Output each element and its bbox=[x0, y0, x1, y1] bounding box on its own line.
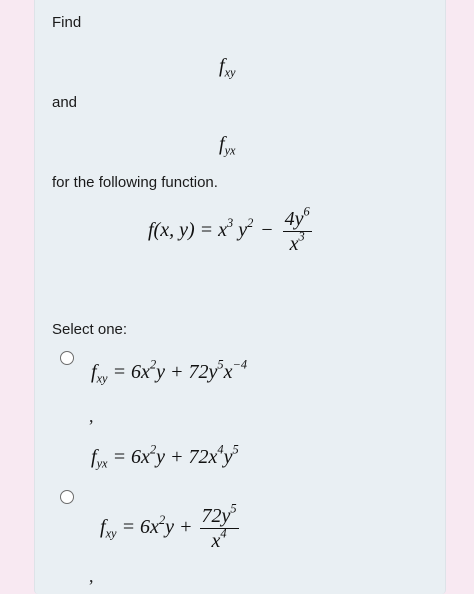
option-b-numerator-exp: 5 bbox=[230, 501, 237, 516]
option-a-exp3: −4 bbox=[232, 357, 248, 372]
and-label: and bbox=[52, 94, 78, 111]
option-a-rhs: = 6x bbox=[112, 361, 150, 383]
function-lhs: f(x, y) = x bbox=[148, 219, 228, 242]
option-b-lhs-sub: xy bbox=[105, 526, 117, 541]
option-a-radio[interactable] bbox=[60, 351, 74, 365]
function-exp2: 2 bbox=[247, 215, 254, 230]
option-b-term1: y + bbox=[165, 516, 193, 539]
option-a-line2-lhs: f bbox=[91, 446, 97, 468]
option-a-line2-exp2: 4 bbox=[217, 442, 224, 457]
option-b-rhs: = 6x bbox=[121, 516, 159, 539]
function-label: for the following function. bbox=[52, 174, 218, 191]
function-fraction bbox=[283, 204, 312, 255]
fxy-expression bbox=[219, 55, 236, 78]
select-label: Select one: bbox=[52, 321, 128, 338]
option-a-exp2: 5 bbox=[217, 357, 224, 372]
option-a-exp1: 2 bbox=[149, 357, 157, 372]
option-b-denominator-exp: 4 bbox=[220, 526, 227, 541]
option-b-lhs: f bbox=[100, 516, 106, 539]
option-b-denominator: x bbox=[211, 530, 221, 552]
option-a-lhs: f bbox=[91, 361, 97, 383]
option-a-line2-rhs: = 6x bbox=[112, 446, 150, 468]
fyx-subscript: yx bbox=[224, 143, 236, 158]
option-a-line2-term2: y bbox=[223, 446, 233, 468]
function-minus: − bbox=[261, 219, 273, 242]
function-expression bbox=[148, 204, 314, 255]
option-a-term2: x bbox=[223, 361, 233, 383]
option-b-numerator: 72y bbox=[201, 505, 231, 527]
option-a-term1: y + 72y bbox=[156, 361, 218, 383]
fyx-base: f bbox=[219, 133, 225, 155]
fraction-numerator-exp: 6 bbox=[303, 204, 310, 219]
function-y: y bbox=[238, 219, 248, 242]
fxy-base: f bbox=[219, 55, 225, 77]
option-a-line1 bbox=[91, 357, 248, 386]
fraction-denominator-exp: 3 bbox=[298, 229, 305, 244]
option-b-exp1: 2 bbox=[158, 512, 166, 527]
option-a-line2-sub: yx bbox=[96, 456, 108, 471]
option-b-radio[interactable] bbox=[60, 490, 74, 504]
fxy-subscript: xy bbox=[224, 65, 236, 80]
function-exp1: 3 bbox=[227, 215, 234, 230]
option-b-expression bbox=[100, 501, 241, 552]
fraction-denominator: x bbox=[289, 233, 299, 255]
find-label: Find bbox=[52, 14, 82, 31]
option-b-fraction bbox=[200, 501, 239, 552]
option-a-line2 bbox=[91, 442, 239, 471]
option-a-line2-exp1: 2 bbox=[149, 442, 157, 457]
option-a-lhs-sub: xy bbox=[96, 371, 108, 386]
option-a-comma: , bbox=[89, 406, 94, 426]
option-a-line2-exp3: 5 bbox=[232, 442, 239, 457]
fyx-expression bbox=[219, 133, 236, 156]
option-b-comma: , bbox=[89, 566, 94, 586]
fraction-numerator: 4y bbox=[284, 208, 304, 230]
option-a-line2-term1: y + 72x bbox=[156, 446, 218, 468]
